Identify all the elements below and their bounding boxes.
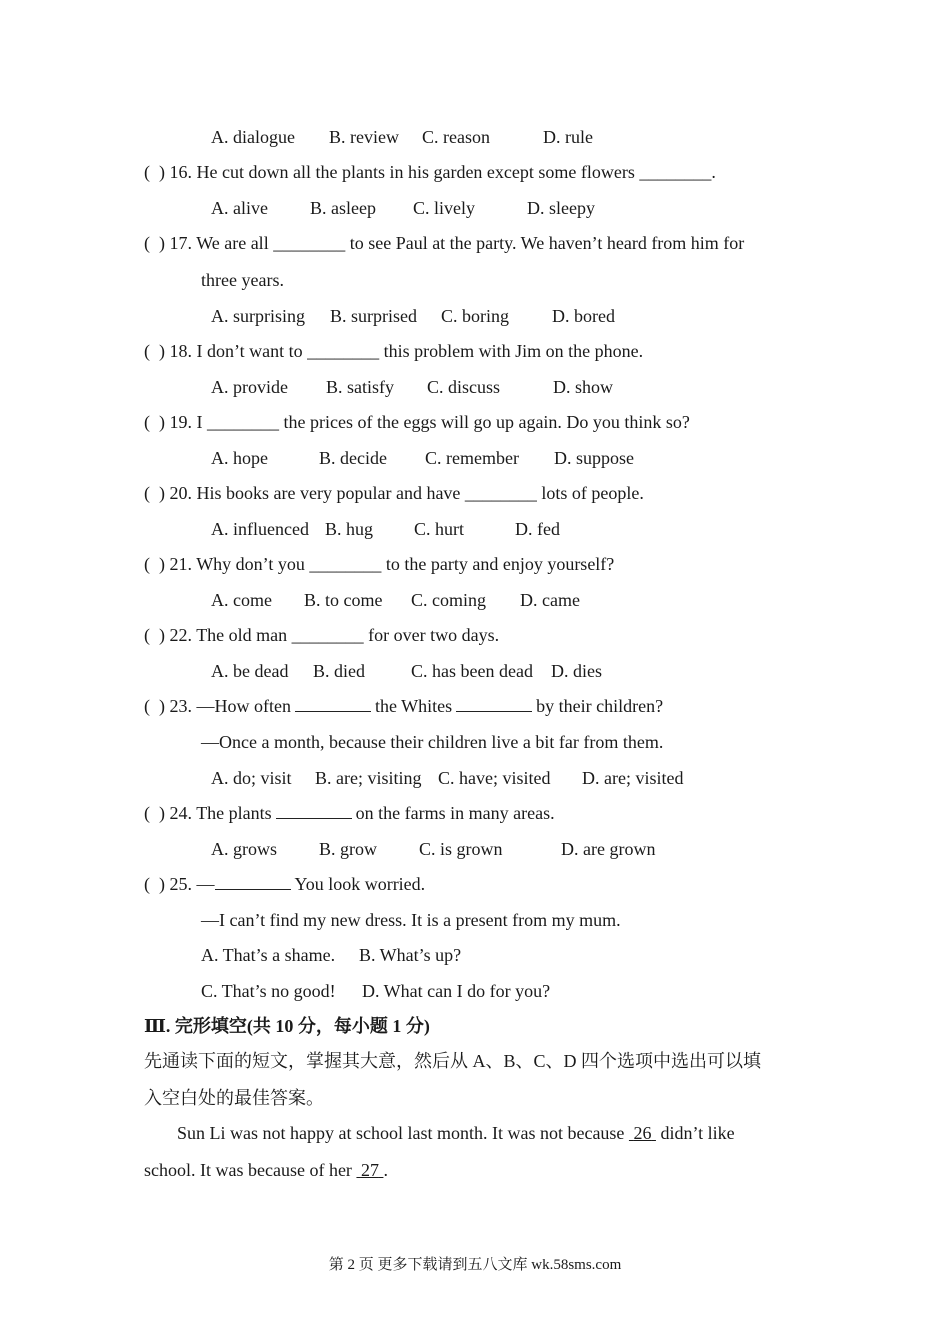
question-22: [144, 624, 499, 646]
question-text-end: You look worried.: [294, 874, 426, 894]
q25-option-b: B. What’s up?: [359, 945, 462, 965]
passage-text: school. It was because of her: [144, 1160, 352, 1180]
question-number: 18.: [169, 341, 192, 361]
q23-option-d: D. are; visited: [582, 768, 684, 788]
paren-close: ): [159, 341, 165, 361]
blank-number: 26: [633, 1123, 652, 1143]
q18-option-b: B. satisfy: [326, 377, 395, 397]
q21-option-a: A. come: [211, 590, 272, 610]
passage-line-1: [177, 1122, 735, 1144]
paren-open: (: [144, 803, 150, 823]
question-25: [144, 873, 425, 895]
q24-option-d: D. are grown: [561, 839, 656, 859]
question-text-end: this problem with Jim on the phone.: [383, 341, 644, 361]
paren-close: ): [159, 696, 165, 716]
question-21: [144, 553, 614, 575]
question-number: 25.: [169, 874, 192, 894]
option-a: A. dialogue: [211, 127, 295, 147]
answer-blank: ________: [273, 233, 346, 253]
answer-blank: [456, 696, 532, 712]
answer-blank: ________: [307, 341, 380, 361]
q23-option-b: B. are; visiting: [315, 768, 422, 788]
answer-blank: ________: [291, 625, 364, 645]
q19-option-b: B. decide: [319, 448, 387, 468]
q17-option-b: B. surprised: [330, 306, 417, 326]
blank-number: 27: [360, 1160, 379, 1180]
q24-option-a: A. grows: [211, 839, 277, 859]
q17-option-c: C. boring: [441, 306, 510, 326]
q18-option-d: D. show: [553, 377, 614, 397]
option-d: D. rule: [543, 127, 593, 147]
option-b: B. review: [329, 127, 399, 147]
answer-blank: ________: [464, 483, 537, 503]
question-text: —How often: [196, 696, 291, 716]
q21-option-c: C. coming: [411, 590, 486, 610]
question-number: 24.: [169, 803, 192, 823]
q19-option-d: D. suppose: [554, 448, 634, 468]
question-text: I: [196, 412, 203, 432]
q23-option-a: A. do; visit: [211, 768, 292, 788]
question-16: [144, 161, 716, 183]
question-24: [144, 802, 555, 824]
question-number: 21.: [169, 554, 192, 574]
question-20: [144, 482, 644, 504]
q16-option-c: C. lively: [413, 198, 475, 218]
paren-open: (: [144, 874, 150, 894]
passage-line-2: [144, 1159, 388, 1181]
question-text-end: by their children?: [536, 696, 664, 716]
q24-option-c: C. is grown: [419, 839, 503, 859]
paren-close: ): [159, 162, 165, 182]
answer-blank: ________: [639, 162, 712, 182]
question-17-continued: three years.: [201, 270, 284, 290]
passage-text: .: [383, 1160, 388, 1180]
paren-open: (: [144, 162, 150, 182]
paren-open: (: [144, 554, 150, 574]
question-text-end: to the party and enjoy yourself?: [385, 554, 615, 574]
q22-option-b: B. died: [313, 661, 365, 681]
q20-option-c: C. hurt: [414, 519, 465, 539]
question-text-end: on the farms in many areas.: [355, 803, 555, 823]
q20-option-d: D. fed: [515, 519, 560, 539]
question-text: We are all: [196, 233, 269, 253]
paren-close: ): [159, 554, 165, 574]
q21-option-b: B. to come: [304, 590, 383, 610]
question-text-end: lots of people.: [541, 483, 644, 503]
blank-26: [629, 1123, 656, 1143]
q17-option-d: D. bored: [552, 306, 615, 326]
question-text-mid: the Whites: [374, 696, 453, 716]
question-text-end: for over two days.: [368, 625, 500, 645]
section-instruction-line-2: 入空白处的最佳答案。: [144, 1088, 324, 1108]
paren-close: ): [159, 233, 165, 253]
answer-blank: ________: [207, 412, 279, 432]
question-text: —: [196, 874, 215, 894]
question-number: 22.: [169, 625, 192, 645]
question-25-reply: —I can’t find my new dress. It is a present from my mum.: [201, 910, 621, 930]
q18-option-c: C. discuss: [427, 377, 501, 397]
q25-option-d: D. What can I do for you?: [362, 981, 551, 1001]
paren-close: ): [159, 412, 165, 432]
q17-option-a: A. surprising: [211, 306, 305, 326]
paren-open: (: [144, 412, 150, 432]
section-title: Ⅲ. 完形填空(共 10 分，每小题 1 分): [144, 1016, 430, 1036]
q25-option-c: C. That’s no good!: [201, 981, 336, 1001]
paren-close: ): [159, 803, 165, 823]
q18-option-a: A. provide: [211, 377, 288, 397]
q23-option-c: C. have; visited: [438, 768, 551, 788]
question-text-end: .: [711, 162, 716, 182]
paren-open: (: [144, 483, 150, 503]
option-c: C. reason: [422, 127, 490, 147]
page-footer: 第 2 页 更多下载请到五八文库 wk.58sms.com: [328, 1257, 622, 1273]
question-number: 19.: [169, 412, 192, 432]
section-instruction-line-1: 先通读下面的短文，掌握其大意，然后从 A、B、C、D 四个选项中选出可以填: [144, 1051, 762, 1071]
paren-open: (: [144, 625, 150, 645]
question-text: The plants: [196, 803, 272, 823]
answer-blank: [276, 803, 352, 819]
paren-open: (: [144, 233, 150, 253]
paren-close: ): [159, 483, 165, 503]
q16-option-a: A. alive: [211, 198, 268, 218]
passage-text: Sun Li was not happy at school last month. It was not because: [177, 1123, 625, 1143]
question-17: [144, 232, 744, 254]
blank-27: [356, 1160, 383, 1180]
question-18: [144, 340, 643, 362]
question-number: 17.: [169, 233, 192, 253]
question-number: 23.: [169, 696, 192, 716]
answer-blank: ________: [309, 554, 382, 574]
question-text: I don’t want to: [196, 341, 303, 361]
question-19: [144, 411, 690, 433]
paren-close: ): [159, 625, 165, 645]
q19-option-c: C. remember: [425, 448, 519, 468]
question-number: 16.: [169, 162, 192, 182]
q25-option-a: A. That’s a shame.: [201, 945, 336, 965]
q22-option-a: A. be dead: [211, 661, 289, 681]
q16-option-b: B. asleep: [310, 198, 376, 218]
q22-option-c: C. has been dead: [411, 661, 533, 681]
question-text: His books are very popular and have: [196, 483, 461, 503]
q19-option-a: A. hope: [211, 448, 268, 468]
answer-blank: [215, 874, 291, 890]
answer-blank: [295, 696, 371, 712]
question-text: He cut down all the plants in his garden except some flowers: [196, 162, 635, 182]
paren-close: ): [159, 874, 165, 894]
q20-option-a: A. influenced: [211, 519, 309, 539]
question-text: Why don’t you: [196, 554, 305, 574]
question-text: The old man: [196, 625, 288, 645]
question-number: 20.: [169, 483, 192, 503]
passage-text: didn’t like: [660, 1123, 735, 1143]
q21-option-d: D. came: [520, 590, 580, 610]
q24-option-b: B. grow: [319, 839, 377, 859]
q22-option-d: D. dies: [551, 661, 602, 681]
paren-open: (: [144, 696, 150, 716]
question-text-end: to see Paul at the party. We haven’t heard from him for: [349, 233, 745, 253]
question-23-reply: —Once a month, because their children live a bit far from them.: [201, 732, 664, 752]
q16-option-d: D. sleepy: [527, 198, 595, 218]
q20-option-b: B. hug: [325, 519, 374, 539]
question-23: [144, 695, 663, 717]
paren-open: (: [144, 341, 150, 361]
question-text-end: the prices of the eggs will go up again. Do you think so?: [283, 412, 690, 432]
